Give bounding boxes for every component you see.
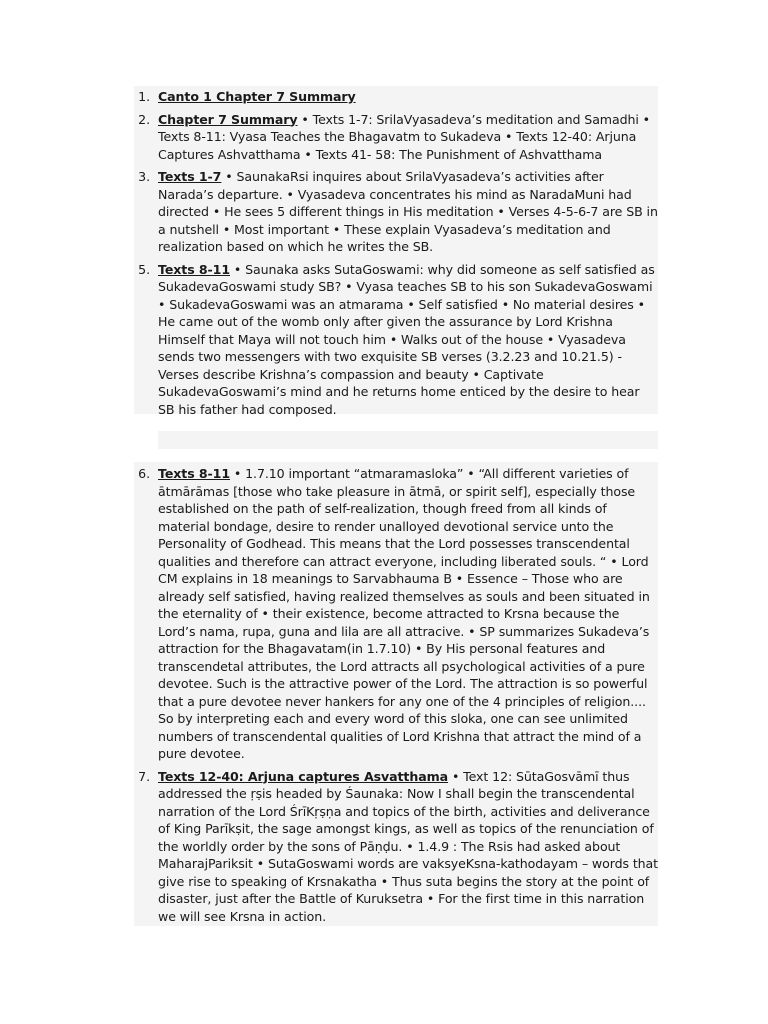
item-heading-link[interactable]: Texts 8-11 (158, 261, 230, 277)
item-body: • 1.7.10 important “atmaramasloka” • “All different varieties of ātmārāmas [those who take pleasure in ātmā, or spirit self], especially those established on the path of self-realization, though freed from all kinds of material bondage, desire to render unalloyed devotional service unto the Personality of Godhead. This means that the Lord possesses transcendental qualities and therefore can attract everyone, including liberated souls. “ • Lord CM explains in 18 meanings to Sarvabhauma B • Essence – Those who are already self satisfied, having realized themselves as souls and been situated in the eternality of • their existence, become attracted to Krsna because the Lord’s nama, rupa, guna and lila are all attracive. • SP summarizes Sukadeva’s attraction for the Bhagavatam(in 1.7.10) • By His personal features and transcendetal attributes, the Lord attracts all psychological activities of a pure devotee. Such is the attractive power of the Lord. The attraction is so powerful that a pure devotee never hankers for any one of the 4 principles of religion.... So by interpreting each and every word of this sloka, one can see unlimited numbers of transcendental qualities of Lord Krishna that attract the mind of a pure devotee. (158, 466, 650, 761)
item-body: • Saunaka asks SutaGoswami: why did someone as self satisfied as SukadevaGoswami study SB? • Vyasa teaches SB to his son SukadevaGoswami • SukadevaGoswami was an atmarama • Self satisfied • No material desires • He came out of the womb only after given the assurance by Lord Krishna Himself that Maya will not touch him • Walks out of the house • Vyasadeva sends two messengers with two exquisite SB verses (3.2.23 and 10.21.5) - Verses describe Krishna’s compassion and beauty • Captivate SukadevaGoswami’s mind and he returns home enticed by the desire to hear SB his father had composed. (158, 261, 655, 417)
item-heading-link[interactable]: Texts 1-7 (158, 169, 222, 184)
list-number: 7. (138, 768, 150, 784)
list-item (134, 261, 658, 419)
list-item (134, 88, 658, 106)
list-number: 3. (138, 169, 150, 184)
item-heading-link[interactable]: Canto 1 Chapter 7 Summary (158, 89, 356, 104)
summary-section-top (134, 86, 658, 417)
list-item (134, 465, 658, 763)
item-heading-link[interactable]: Texts 12-40: Arjuna captures Asvatthama (158, 768, 449, 784)
list-item (134, 768, 658, 926)
list-number: 5. (138, 261, 150, 277)
list-number: 2. (138, 111, 150, 127)
list-number: 6. (138, 466, 150, 481)
summary-section-bottom (134, 462, 658, 926)
item-heading-link[interactable]: Chapter 7 Summary (158, 111, 298, 127)
list-number: 1. (138, 89, 150, 104)
item-body: • Texts 1-7: SrilaVyasadeva’s meditation and Samadhi • Texts 8-11: Vyasa Teaches the Bhagavatm to Sukadeva • Texts 12-40: Arjuna Captures Ashvatthama • Texts 41- 58: The Punishment of Ashvatthama (158, 111, 650, 162)
list-item (134, 111, 658, 164)
item-body: • SaunakaRsi inquires about SrilaVyasadeva’s activities after Narada’s departure. • Vyasadeva concentrates his mind as NaradaMuni had directed • He sees 5 different things in His meditation • Verses 4-5-6-7 are SB in a nutshell • Most important • These explain Vyasadeva’s meditation and realization based on which he writes the SB. (158, 169, 658, 254)
item-heading-link[interactable]: Texts 8-11 (158, 466, 230, 481)
item-body: • Text 12: SūtaGosvāmī thus addressed the ṛṣis headed by Śaunaka: Now I shall begin the transcendental narration of the Lord ŚrīKṛṣṇa and topics of the birth, activities and deliverance of King Parīkṣit, the sage amongst kings, as well as topics of the renunciation of the worldly order by the sons of Pāṇḍu. • 1.4.9 : The Rsis had asked about MaharajPariksit • SutaGoswami words are vaksyeKsna-kathodayam – words that give rise to speaking of Krsnakatha • Thus suta begins the story at the point of disaster, just after the Battle of Kuruksetra • For the first time in this narration we will see Krsna in action. (158, 768, 659, 924)
empty-block (158, 431, 658, 449)
list-item (134, 168, 658, 256)
